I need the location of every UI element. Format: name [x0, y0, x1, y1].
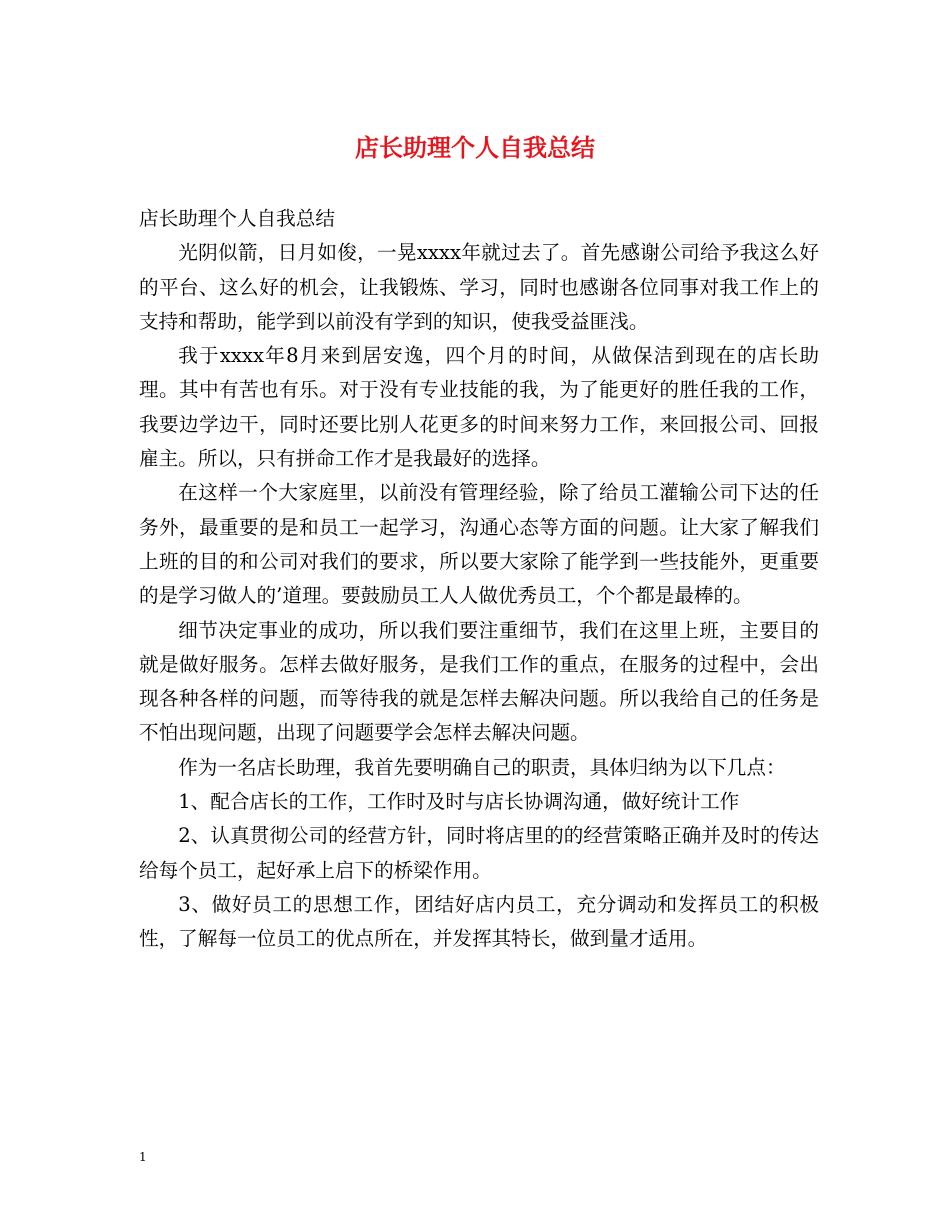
paragraph: 在这样一个大家庭里，以前没有管理经验，除了给员工灌输公司下达的任务外，最重要的是和员工一起学习，沟通心态等方面的问题。让大家了解我们上班的目的和公司对我们的要求，所以要大家除了能学到一些技能外，更重要的是学习做人的’道理。要鼓励员工人人做优秀员工，个个都是最棒的。 — [139, 481, 819, 608]
paragraph: 细节决定事业的成功，所以我们要注重细节，我们在这里上班，主要目的就是做好服务。怎样去做好服务，是我们工作的重点，在服务的过程中，会出现各种各样的问题，而等待我的就是怎样去解决问题。所以我给自己的任务是不怕出现问题，出现了问题要学会怎样去解决问题。 — [139, 618, 819, 745]
document-body — [139, 202, 819, 957]
list-item: 1、配合店长的工作，工作时及时与店长协调沟通，做好统计工作 — [178, 790, 740, 814]
document-title: 店长助理个人自我总结 — [355, 133, 595, 162]
paragraph: 我于xxxx年8月来到居安逸，四个月的时间，从做保洁到现在的店长助理。其中有苦也有乐。对于没有专业技能的我，为了能更好的胜任我的工作，我要边学边干，同时还要比别人花更多的时间来努力工作，来回报公司、回报雇主。所以，只有拼命工作才是我最好的选择。 — [139, 344, 819, 471]
list-item: 2、认真贯彻公司的经营方针，同时将店里的的经营策略正确并及时的传达给每个员工，起好承上启下的桥梁作用。 — [139, 824, 819, 882]
document-subtitle: 店长助理个人自我总结 — [139, 207, 335, 230]
page-number: 1 — [139, 1150, 147, 1164]
list-item: 3、做好员工的思想工作，团结好店内员工，充分调动和发挥员工的积极性，了解每一位员工的优点所在，并发挥其特长，做到量才适用。 — [139, 892, 819, 951]
paragraph: 光阴似箭，日月如俊，一晃xxxx年就过去了。首先感谢公司给予我这么好的平台、这么好的机会，让我锻炼、学习，同时也感谢各位同事对我工作上的支持和帮助，能学到以前没有学到的知识，使我受益匪浅。 — [139, 241, 819, 333]
paragraph: 作为一名店长助理，我首先要明确自己的职责，具体归纳为以下几点： — [178, 755, 786, 779]
